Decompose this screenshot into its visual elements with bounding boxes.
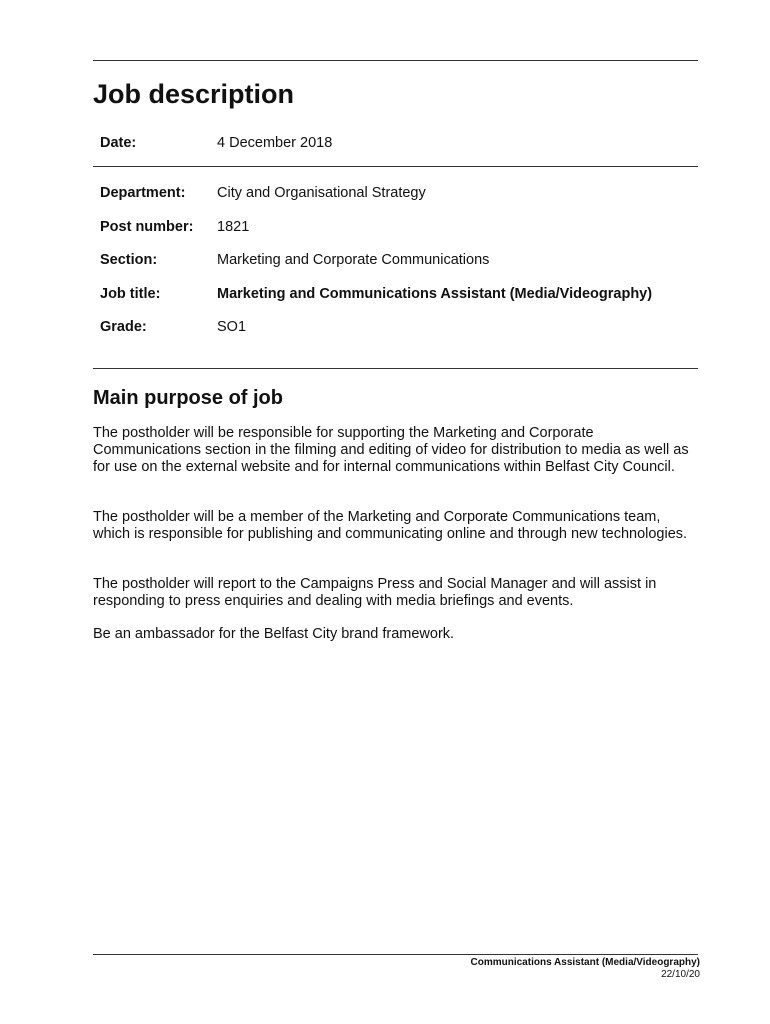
grade-value: SO1 [217,319,247,335]
page-title: Job description [93,79,295,109]
date-divider [93,166,698,167]
main-purpose-heading: Main purpose of job [93,387,283,409]
footer-title: Communications Assistant (Media/Videography) [470,957,700,968]
purpose-paragraph: The postholder will report to the Campaigns Press and Social Manager and will assist in responding to press enquiries and dealing with media briefings and events. [93,576,657,609]
date-row [100,134,332,152]
date-label: Date: [100,135,137,151]
detail-row-section [100,251,489,269]
purpose-paragraph: Be an ambassador for the Belfast City brand framework. [93,626,455,642]
section-label: Section: [100,252,158,268]
department-label: Department: [100,185,186,201]
top-divider [93,60,698,61]
post-number-label: Post number: [100,219,194,235]
page-footer [471,957,700,981]
job-title-value: Marketing and Communications Assistant (Media/Videography) [217,286,653,302]
department-value: City and Organisational Strategy [217,185,426,201]
detail-row-job-title [100,285,652,303]
detail-row-post-number [100,218,249,236]
date-value: 4 December 2018 [217,135,333,151]
post-number-value: 1821 [217,219,250,235]
detail-row-grade [100,318,246,336]
job-title-label: Job title: [100,286,161,302]
footer-divider [93,954,698,955]
purpose-paragraph: The postholder will be a member of the Marketing and Corporate Communications team, which is responsible for publishing and communicating online and through new technologies. [93,509,688,542]
detail-row-department [100,184,426,202]
purpose-paragraph: The postholder will be responsible for supporting the Marketing and Corporate Communications section in the filming and editing of video for distribution to media as well as for use on the external website and for internal communications within Belfast City Council. [93,425,689,475]
footer-date: 22/10/20 [661,969,700,980]
details-divider [93,368,698,369]
section-value: Marketing and Corporate Communications [217,252,490,268]
grade-label: Grade: [100,319,147,335]
